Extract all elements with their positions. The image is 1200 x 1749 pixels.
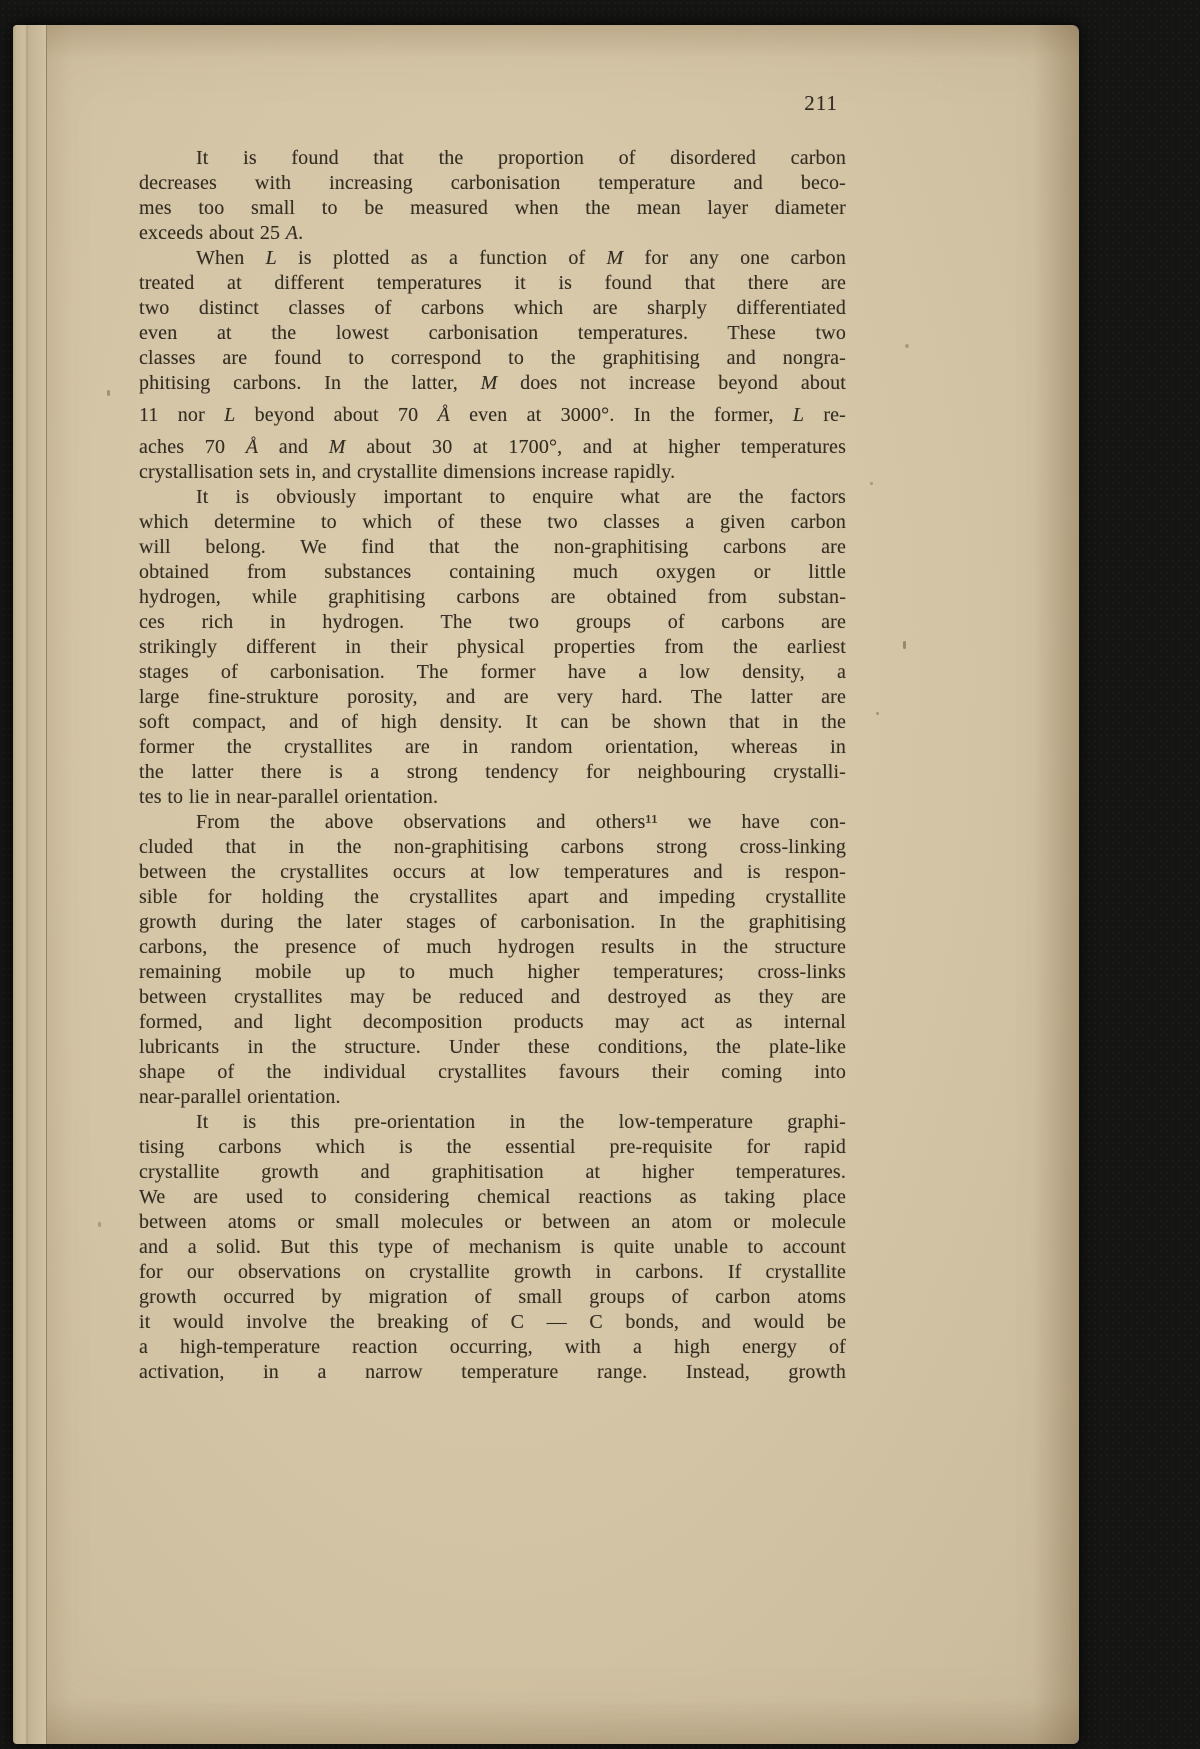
text-line: 11 nor L beyond about 70 Å even at 3000°. In the former, L re- (139, 404, 846, 426)
text-line: the latter there is a strong tendency for neighbouring crystalli- (139, 761, 846, 783)
paragraph (139, 146, 846, 246)
text-line: and a solid. But this type of mechanism is quite unable to account (139, 1236, 846, 1258)
text-line: tes to lie in near-parallel orientation. (139, 786, 439, 808)
text-line: growth occurred by migration of small groups of carbon atoms (139, 1286, 846, 1308)
text-line: between the crystallites occurs at low temperatures and is respon- (139, 861, 846, 883)
text-line: tising carbons which is the essential pre-requisite for rapid (139, 1136, 846, 1158)
scan-speck (98, 1222, 101, 1227)
text-line: decreases with increasing carbonisation temperature and beco- (139, 172, 846, 194)
paragraph (139, 246, 846, 485)
text-line: former the crystallites are in random orientation, whereas in (139, 736, 846, 758)
scan-speck (870, 482, 873, 485)
page-gutter (13, 25, 47, 1744)
text-line: remaining mobile up to much higher temperatures; cross-links (139, 961, 846, 983)
scan-speck (876, 712, 879, 715)
text-line: When L is plotted as a function of M for any one carbon (196, 247, 846, 269)
text-line: shape of the individual crystallites favours their coming into (139, 1061, 846, 1083)
text-line: near-parallel orientation. (139, 1086, 341, 1108)
text-line: It is this pre-orientation in the low-temperature graphi- (196, 1111, 846, 1133)
text-line: for our observations on crystallite growth in carbons. If crystallite (139, 1261, 846, 1283)
scan-speck (903, 641, 906, 649)
text-line: a high-temperature reaction occurring, with a high energy of (139, 1336, 846, 1358)
text-line: We are used to considering chemical reactions as taking place (139, 1186, 846, 1208)
text-line: crystallite growth and graphitisation at higher temperatures. (139, 1161, 846, 1183)
text-line: ces rich in hydrogen. The two groups of carbons are (139, 611, 846, 633)
text-line: aches 70 Å and M about 30 at 1700°, and at higher temperatures (139, 436, 846, 458)
text-line: between crystallites may be reduced and destroyed as they are (139, 986, 846, 1008)
page-number: 211 (804, 91, 838, 115)
text-line: carbons, the presence of much hydrogen results in the structure (139, 936, 846, 958)
text-line: two distinct classes of carbons which are sharply differentiated (139, 297, 846, 319)
text-line: hydrogen, while graphitising carbons are obtained from substan- (139, 586, 846, 608)
text-line: lubricants in the structure. Under these conditions, the plate-like (139, 1036, 846, 1058)
paragraph (139, 485, 846, 810)
text-line: mes too small to be measured when the mean layer diameter (139, 197, 846, 219)
text-line: sible for holding the crystallites apart and impeding crystallite (139, 886, 846, 908)
text-line: large fine-strukture porosity, and are very hard. The latter are (139, 686, 846, 708)
text-line: treated at different temperatures it is found that there are (139, 272, 846, 294)
text-line: strikingly different in their physical properties from the earliest (139, 636, 846, 658)
paper-page (13, 25, 1079, 1744)
text-block (139, 91, 846, 1385)
text-line: between atoms or small molecules or between an atom or molecule (139, 1211, 846, 1233)
text-line: crystallisation sets in, and crystallite dimensions increase rapidly. (139, 461, 676, 483)
text-line: which determine to which of these two classes a given carbon (139, 511, 846, 533)
text-line: stages of carbonisation. The former have a low density, a (139, 661, 846, 683)
text-line: classes are found to correspond to the graphitising and nongra- (139, 347, 846, 369)
text-line: soft compact, and of high density. It can be shown that in the (139, 711, 846, 733)
scan-speck (905, 344, 909, 348)
text-line: It is obviously important to enquire what are the factors (196, 486, 846, 508)
text-line: even at the lowest carbonisation temperatures. These two (139, 322, 846, 344)
scan-speck (938, 84, 943, 89)
text-line: phitising carbons. In the latter, M does not increase beyond about (139, 372, 846, 394)
scan-speck (107, 390, 110, 396)
paragraph (139, 810, 846, 1110)
text-line: cluded that in the non-graphitising carbons strong cross-linking (139, 836, 846, 858)
text-line: activation, in a narrow temperature range. Instead, growth (139, 1361, 846, 1383)
text-line: It is found that the proportion of disordered carbon (196, 147, 846, 169)
text-line: obtained from substances containing much oxygen or little (139, 561, 846, 583)
text-line: exceeds about 25 A. (139, 222, 304, 244)
text-line: From the above observations and others¹¹ we have con- (196, 811, 846, 833)
text-line: will belong. We find that the non-graphitising carbons are (139, 536, 846, 558)
text-line: formed, and light decomposition products may act as internal (139, 1011, 846, 1033)
text-line: it would involve the breaking of C — C bonds, and would be (139, 1311, 846, 1333)
paragraph (139, 1110, 846, 1385)
text-line: growth during the later stages of carbonisation. In the graphitising (139, 911, 846, 933)
